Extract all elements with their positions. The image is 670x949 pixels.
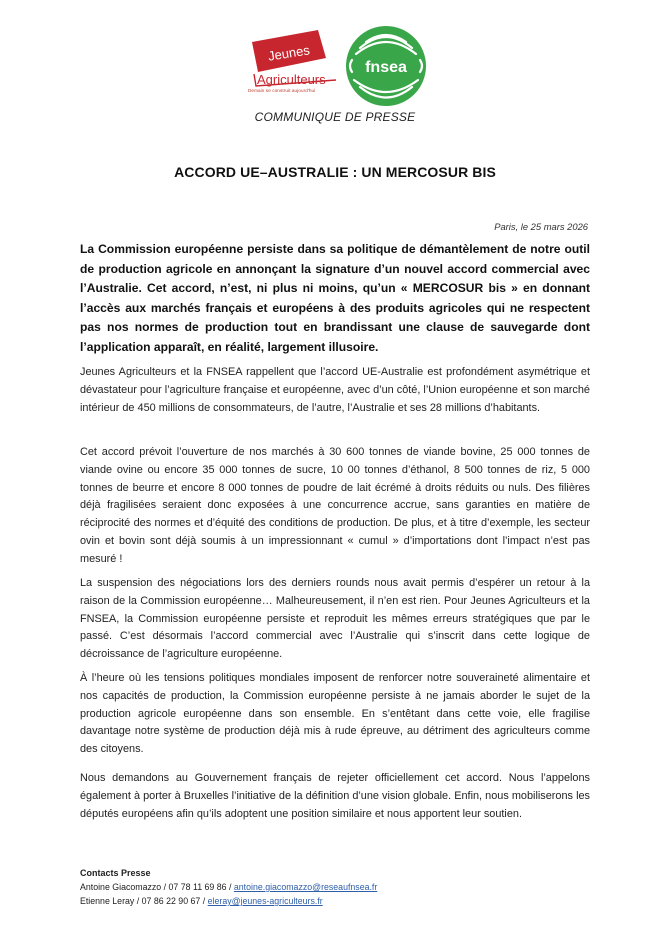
logos-header (0, 22, 670, 110)
body-paragraph-3: La suspension des négociations lors des derniers rounds nous avait permis d’espérer un retour à la raison de la Commission européenne… Malheureusement, il n’en est rien. Pour Jeunes Agriculteurs et la FNSEA, la Commission européenne persiste et reproduit les mêmes erreurs stratégiques que par le passé. C’est désormais l’accord commercial avec l’Australie qui s’inscrit dans cette logique de décroissance de l’agriculture européenne. (80, 577, 590, 661)
contacts-heading: Contacts Presse (80, 868, 151, 878)
lead-paragraph: La Commission européenne persiste dans sa politique de démantèlement de notre outil de production agricole en annonçant la signature d’un nouvel accord commercial avec l’Australie. Cet accord, n’est, ni plus ni moins, qu’un « MERCOSUR bis » en donnant l’accès aux marchés français et européens à des produits agricoles qui ne respectent pas nos normes de production tout en brandissant une clause de sauvegarde dont l’application apparaît, en réalité, largement illusoire. (80, 242, 590, 354)
contact-2-info: Etienne Leray / 07 86 22 90 67 / (80, 896, 208, 906)
body-paragraph-1: Jeunes Agriculteurs et la FNSEA rappellent que l’accord UE-Australie est profondément asymétrique et dévastateur pour l’agriculture française et européenne, avec d’un côté, l’Union européenne et son marché intérieur de 450 millions de consommateurs, de l’autre, l’Australie et ses 28 millions d’habitants. (80, 366, 590, 414)
contact-line-1 (80, 880, 377, 894)
page-title: ACCORD UE–AUSTRALIE : UN MERCOSUR BIS (174, 164, 496, 180)
body-paragraph-2: Cet accord prévoit l’ouverture de nos marchés à 30 600 tonnes de viande bovine, 25 000 tonnes de viande ovine ou encore 35 000 tonnes de sucre, 10 00 tonnes d’éthanol, 8 500 tonnes de riz, 5 000 tonnes de beurre et encore 8 000 tonnes de poudre de lait écrémé à droits réduits ou nuls. Des filières déjà fragilisées seraient donc exposées à une concurrence accrue, sans garanties en matière de réciprocité des normes et d’équité des conditions de production. De plus, et à titre d’exemple, les secteur ovin et bovin sont déjà soumis à un impressionnant « cumul » d’importations dont l’impact n’est pas mesuré ! (80, 446, 590, 565)
contact-2-email-link[interactable]: eleray@jeunes-agriculteurs.fr (207, 896, 323, 906)
contact-1-email-link[interactable]: antoine.giacomazzo@reseaufnsea.fr (233, 882, 378, 892)
body-paragraph-5: Nous demandons au Gouvernement français de rejeter officiellement cet accord. Nous l’appelons également à porter à Bruxelles l’initiative de la définition d’une vision globale. Enfin, nous mobiliserons les députés européens afin qu’ils adoptent une position similaire et nous apportent leur soutien. (80, 772, 590, 820)
fnsea-logo (344, 24, 428, 108)
contact-line-2 (80, 894, 377, 908)
release-date: Paris, le 25 mars 2026 (494, 221, 588, 232)
svg-text:Agriculteurs: Agriculteurs (257, 72, 326, 87)
contact-1-info: Antoine Giacomazzo / 07 78 11 69 86 / (80, 882, 234, 892)
body-paragraph-4: À l’heure où les tensions politiques mondiales imposent de renforcer notre souveraineté alimentaire et nos capacités de production, la Commission européenne persiste à ne jamais aborder le sujet de la production agricole européenne dans son ensemble. En s’entêtant dans cette voie, elle fragilise davantage notre système de production déjà mis à rude épreuve, au détriment des agriculteurs comme des citoyens. (80, 672, 590, 756)
svg-text:Jeunes: Jeunes (266, 42, 311, 64)
press-contacts (80, 866, 377, 908)
communique-label: COMMUNIQUE DE PRESSE (254, 110, 416, 124)
svg-text:fnsea: fnsea (365, 59, 407, 76)
ja-tagline: Demain se construit aujourd'hui (248, 88, 316, 93)
